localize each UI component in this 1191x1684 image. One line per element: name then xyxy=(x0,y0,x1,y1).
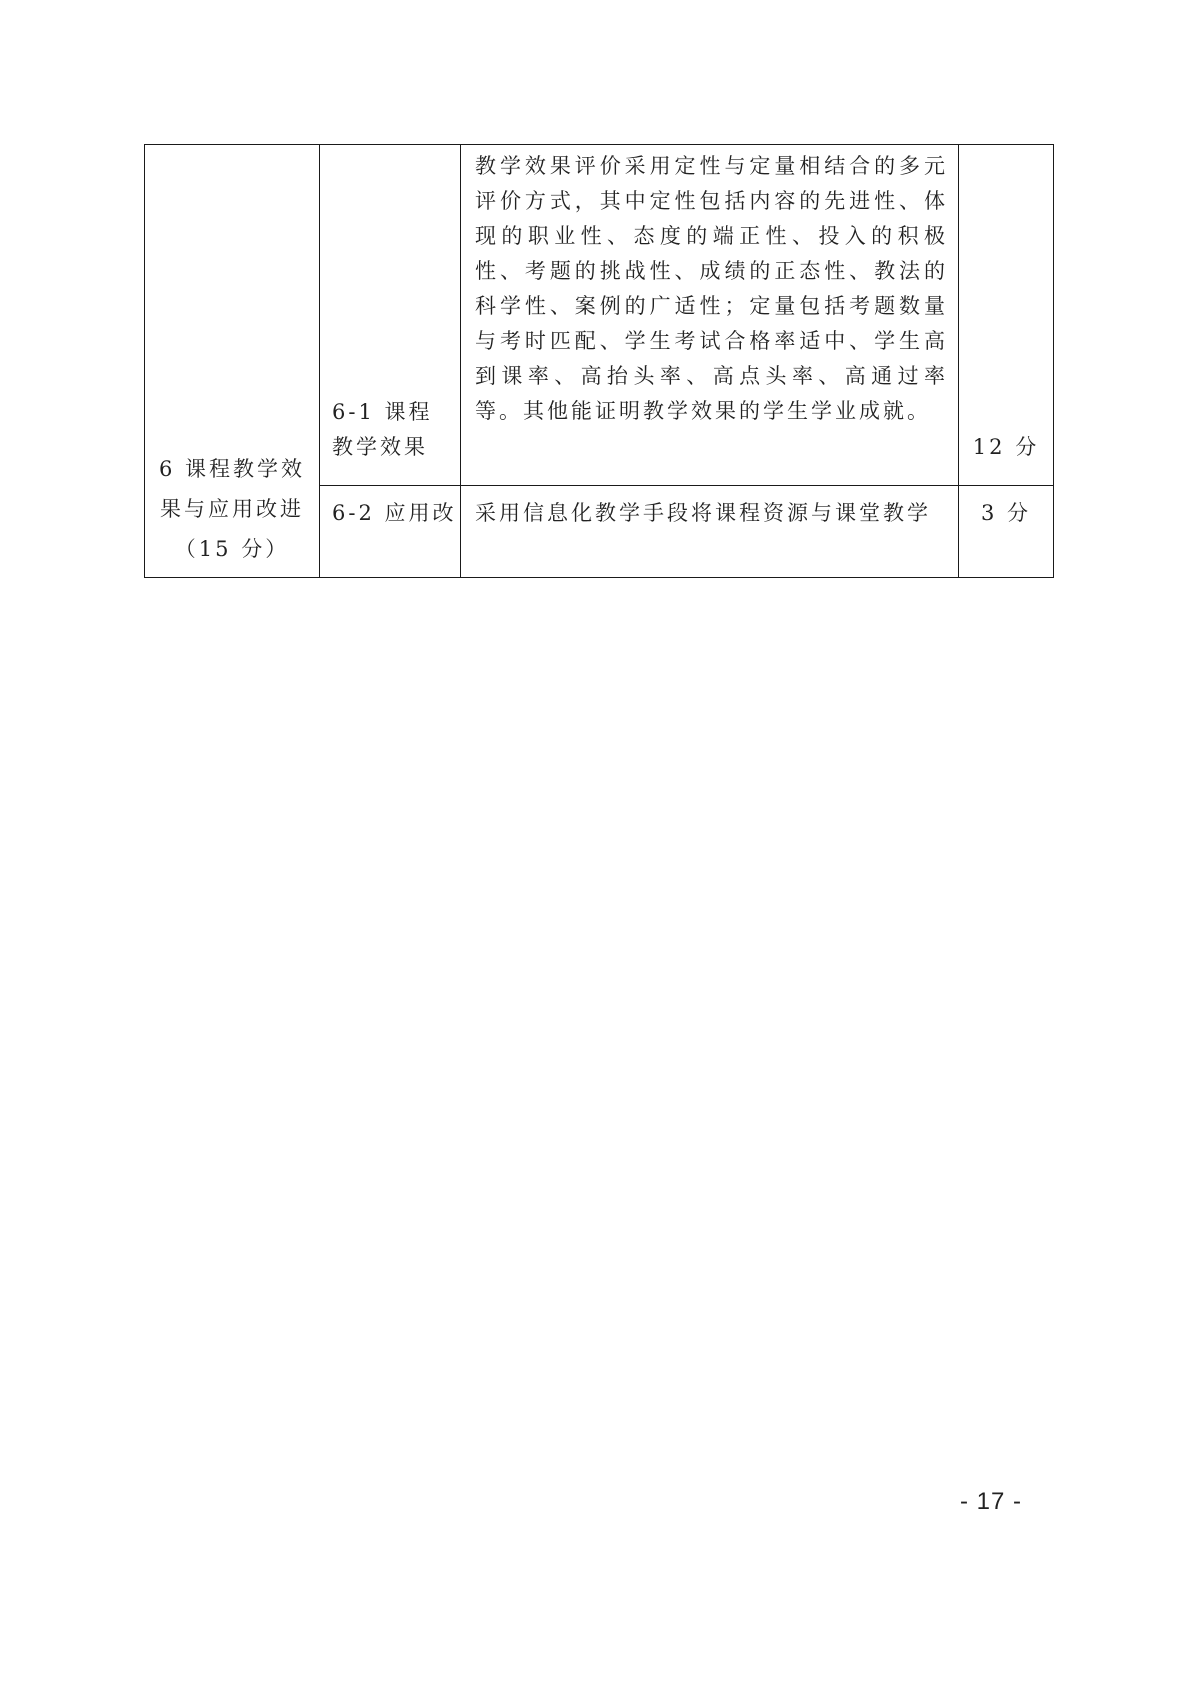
sub-item-label: 6-1 课程教学效果 xyxy=(332,400,433,459)
score-cell xyxy=(959,486,1054,578)
sub-item-label: 6-2 应用改 xyxy=(332,501,457,525)
score-value: 12 分 xyxy=(972,435,1040,459)
evaluation-table xyxy=(144,144,1054,578)
description-cell xyxy=(461,145,959,486)
score-cell xyxy=(959,145,1054,486)
dimension-line: 6 课程教学效 xyxy=(158,457,306,481)
dimension-label xyxy=(153,449,311,569)
score-value: 3 分 xyxy=(980,501,1032,525)
sub-item-cell xyxy=(320,486,461,578)
dimension-line: 果与应用改进 xyxy=(160,497,304,521)
description-cell xyxy=(461,486,959,578)
dimension-cell xyxy=(145,145,320,578)
description-text: 教学效果评价采用定性与定量相结合的多元评价方式，其中定性包括内容的先进性、体现的职业性、态度的端正性、投入的积极性、考题的挑战性、成绩的正态性、教法的科学性、案例的广适性；定量包括考题数量与考时匹配、学生考试合格率适中、学生高到课率、高抬头率、高点头率、高通过率等。其他能证明教学效果的学生学业成就。 xyxy=(475,154,948,423)
description-text: 采用信息化教学手段将课程资源与课堂教学 xyxy=(475,501,931,525)
sub-item-cell xyxy=(320,145,461,486)
table-row xyxy=(145,145,1054,486)
page-number: - 17 - xyxy=(960,1488,1023,1515)
dimension-score: （15 分） xyxy=(174,537,290,561)
